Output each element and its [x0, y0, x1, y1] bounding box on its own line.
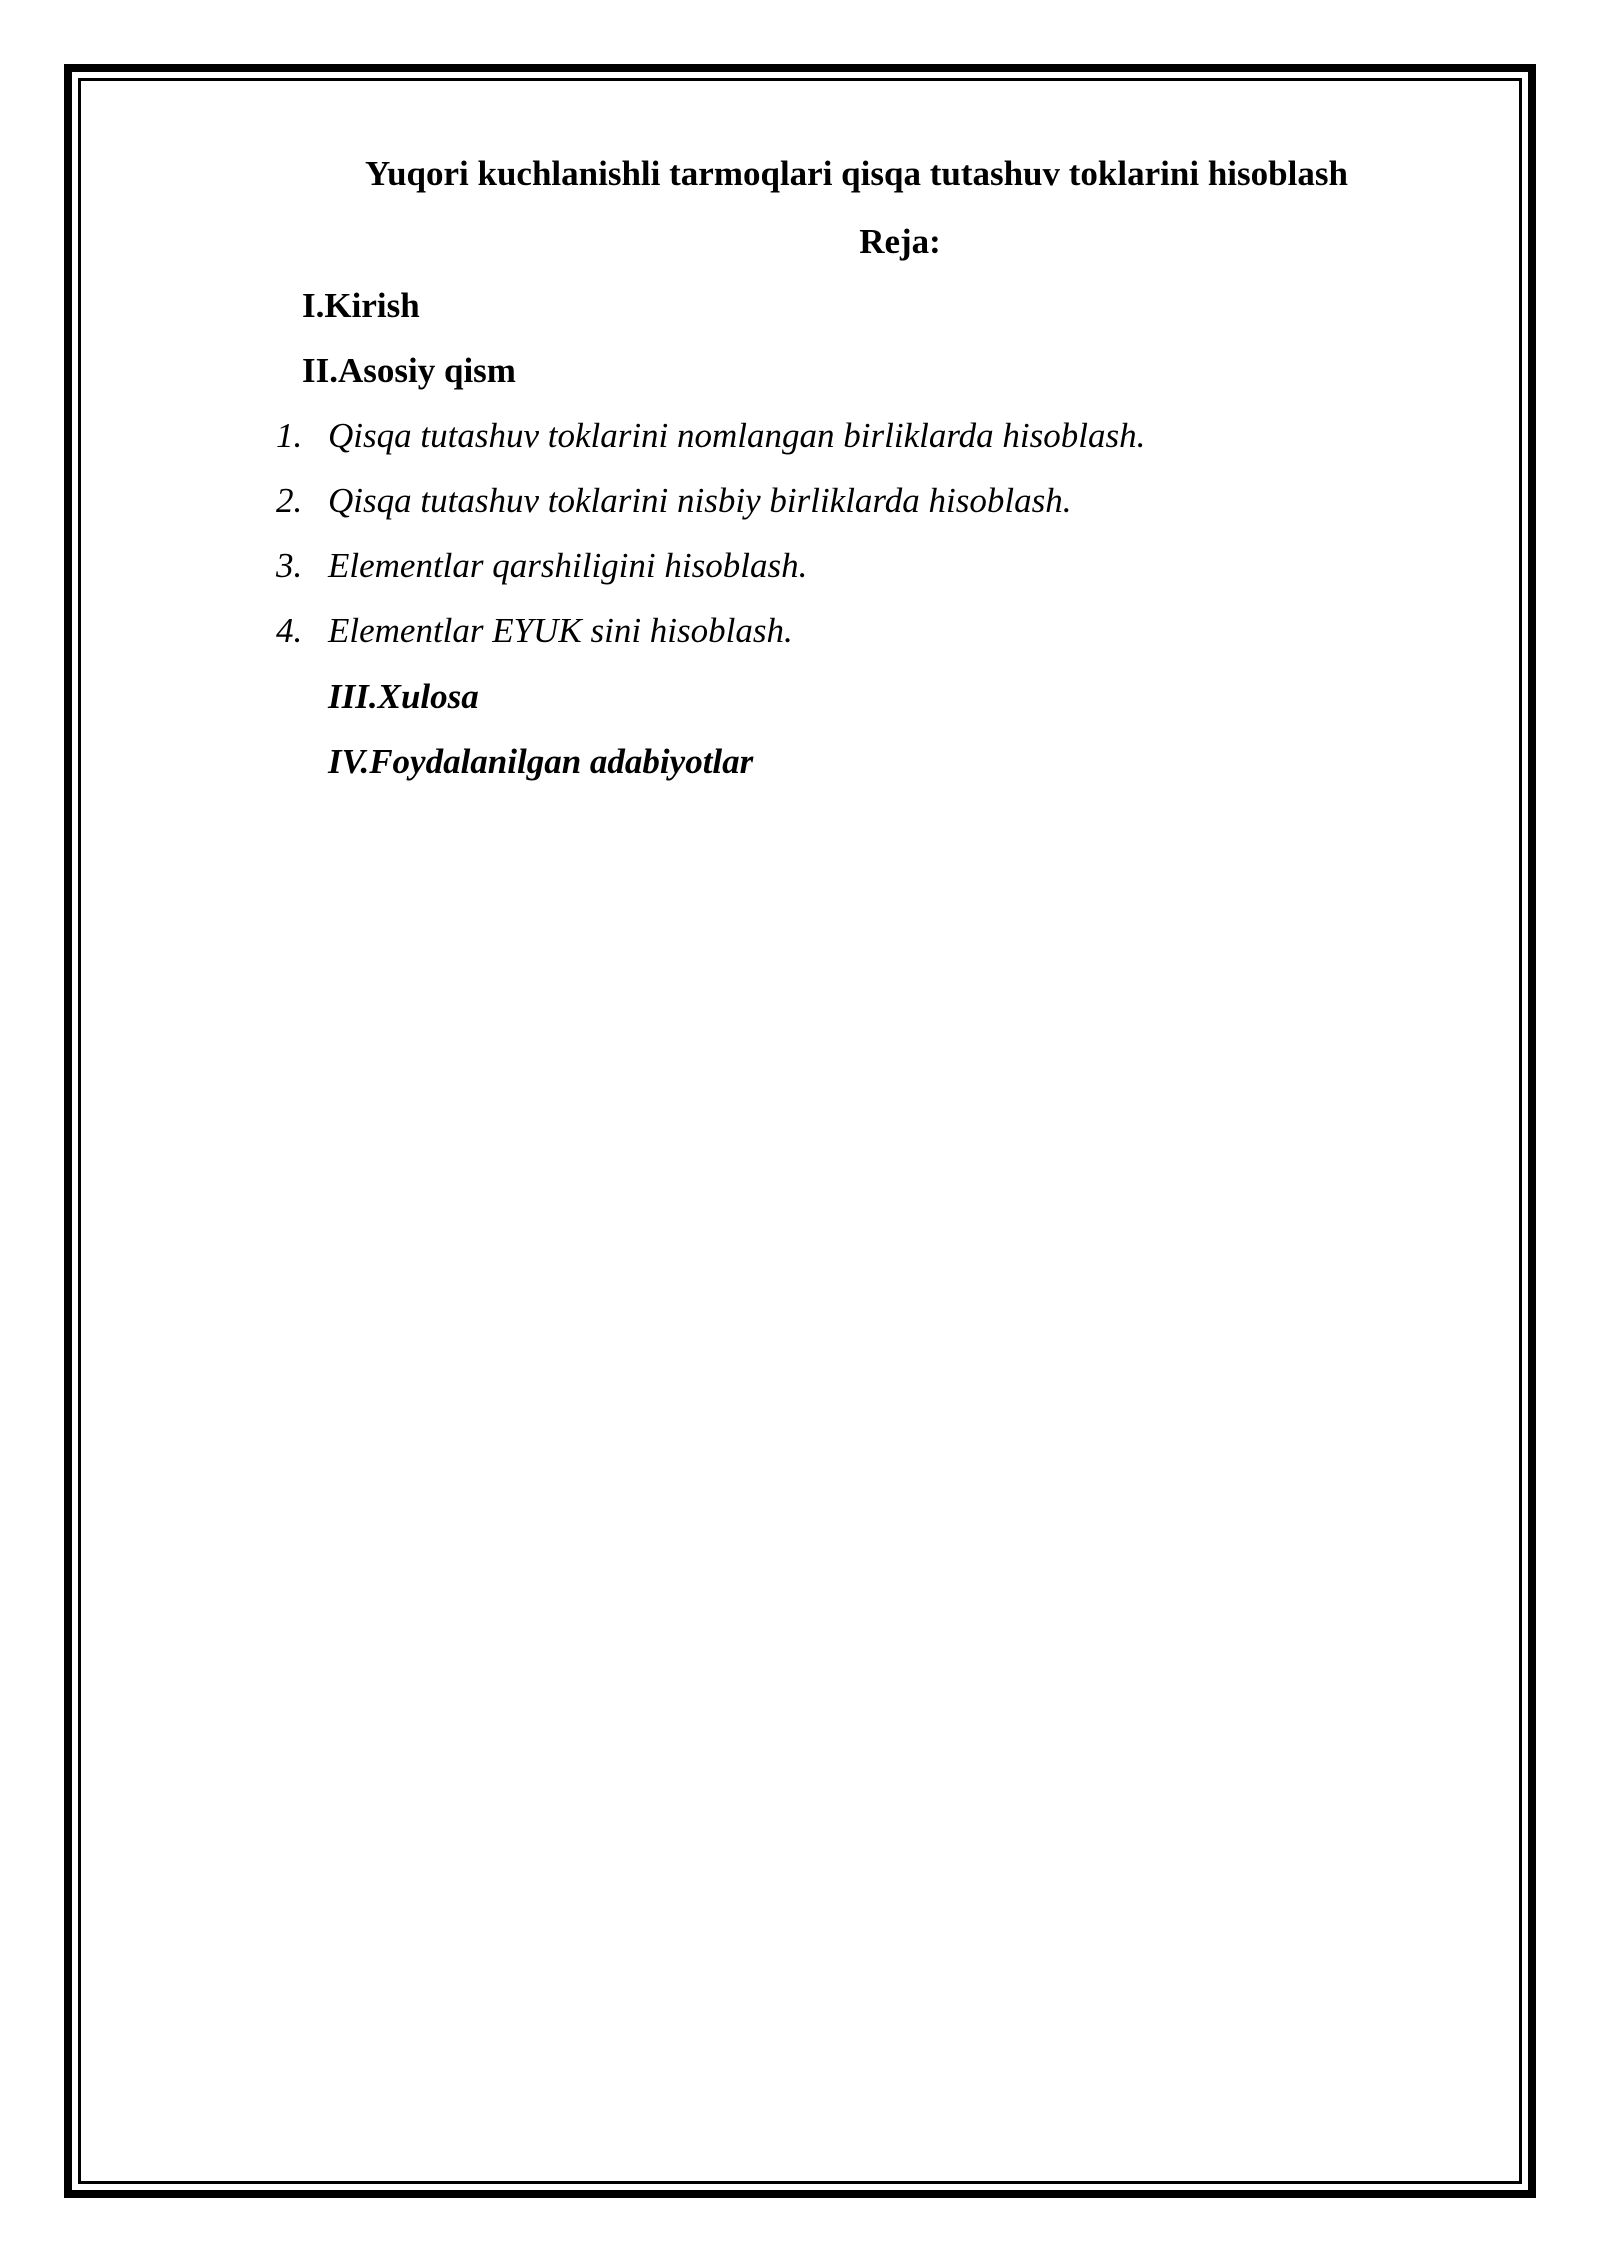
section-references: IV.Foydalanilgan adabiyotlar [328, 742, 754, 781]
list-item-number: 2. [276, 481, 303, 520]
list-item-text: Elementlar EYUK sini hisoblash. [328, 611, 793, 650]
list-item-number: 1. [276, 416, 303, 455]
list-item-number: 3. [276, 546, 303, 585]
list-item-number: 4. [276, 611, 303, 650]
list-item-text: Qisqa tutashuv toklarini nisbiy birliklarda hisoblash. [328, 481, 1072, 520]
document-title: Yuqori kuchlanishli tarmoqlari qisqa tutashuv toklarini hisoblash [365, 154, 1348, 193]
plan-heading: Reja: [859, 222, 941, 261]
list-item-text: Elementlar qarshiligini hisoblash. [328, 546, 808, 585]
section-conclusion: III.Xulosa [328, 677, 479, 716]
section-intro: I.Kirish [302, 286, 420, 325]
section-main: II.Asosiy qism [302, 351, 516, 390]
list-item-text: Qisqa tutashuv toklarini nomlangan birliklarda hisoblash. [328, 416, 1146, 455]
